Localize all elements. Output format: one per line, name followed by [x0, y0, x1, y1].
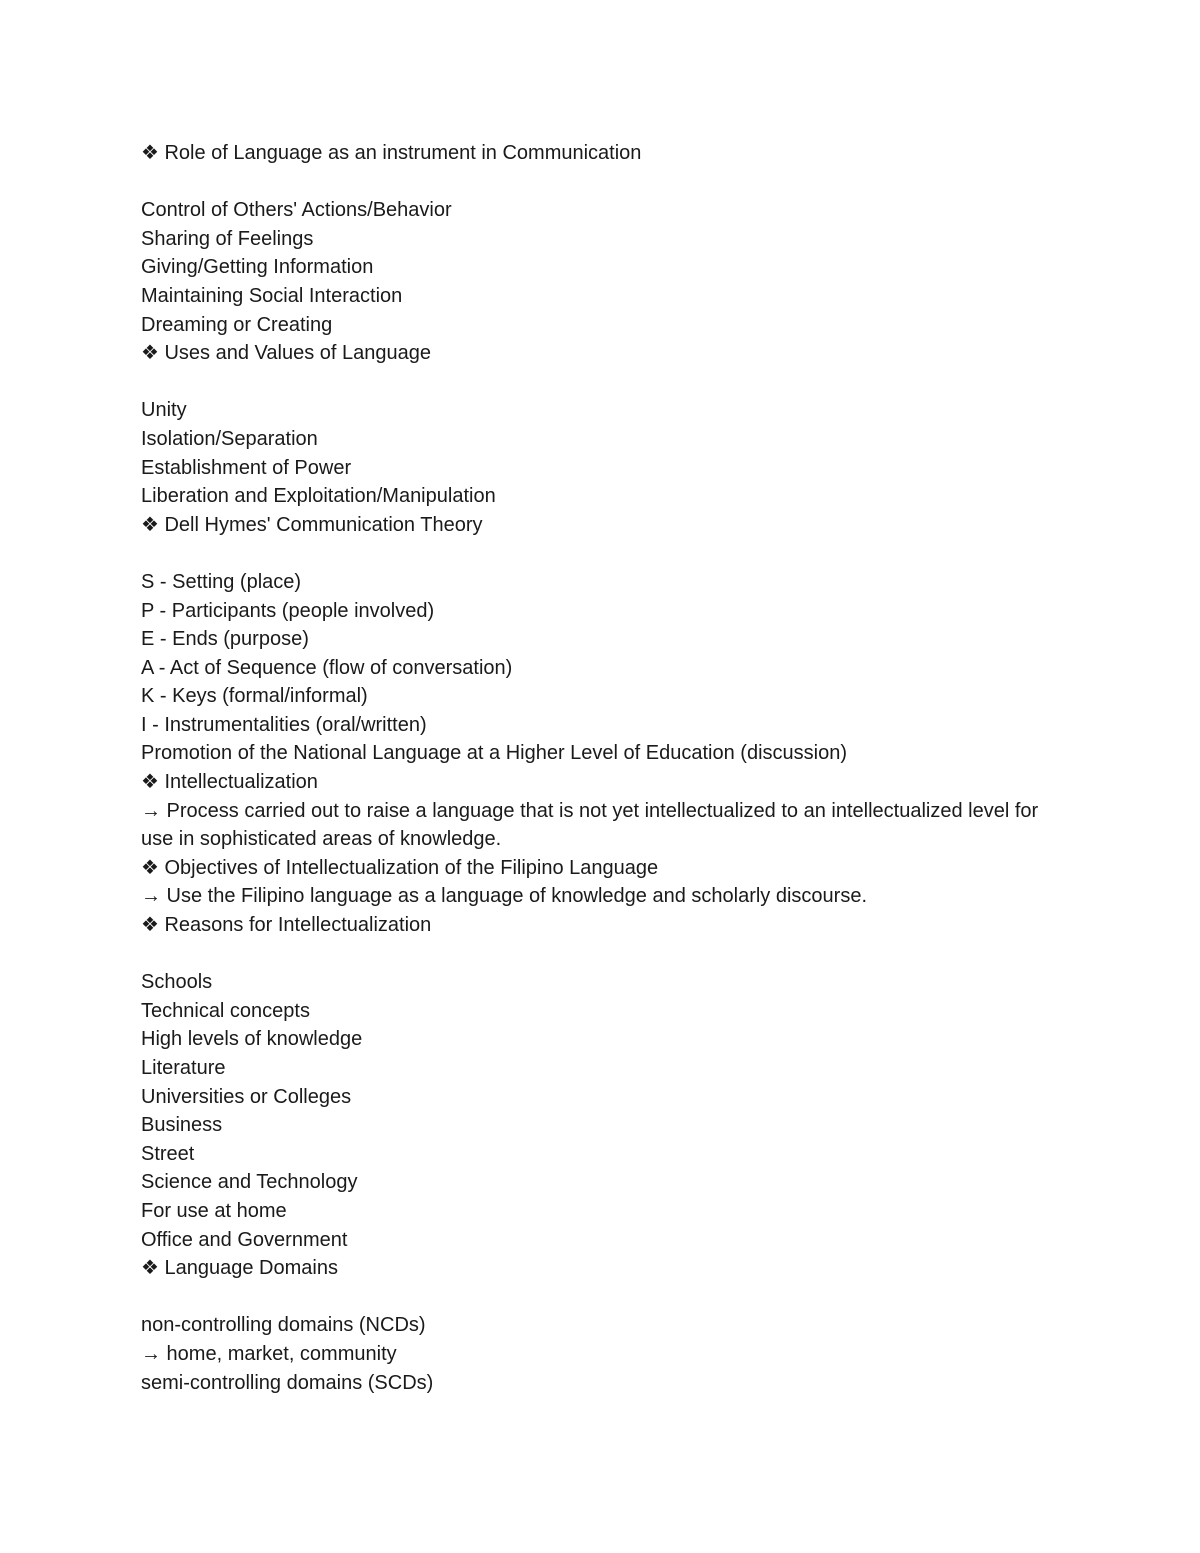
list-item: Liberation and Exploitation/Manipulation: [141, 485, 496, 508]
list-item: Literature: [141, 1057, 226, 1079]
list-item: non-controlling domains (NCDs): [141, 1314, 426, 1337]
list-item: Isolation/Separation: [141, 427, 318, 450]
list-item: Maintaining Social Interaction: [141, 284, 403, 307]
list-item: Science and Technology: [141, 1171, 358, 1194]
list-item: S - Setting (place): [141, 570, 302, 593]
list-item: K - Keys (formal/informal): [141, 685, 368, 708]
list-item: Street: [141, 1142, 195, 1165]
section-heading: ❖ Uses and Values of Language: [141, 342, 431, 365]
list-item: Schools: [141, 971, 213, 994]
list-item: For use at home: [141, 1199, 287, 1222]
list-item: Technical concepts: [141, 999, 310, 1022]
spacer: [141, 940, 1061, 969]
section-heading: ❖ Intellectualization: [141, 771, 318, 794]
list-item: Universities or Colleges: [141, 1085, 352, 1108]
list-item: Office and Government: [141, 1228, 348, 1251]
section-heading: ❖ Dell Hymes' Communication Theory: [141, 513, 483, 536]
list-item: Dreaming or Creating: [141, 313, 333, 336]
section-heading: ❖ Objectives of Intellectualization of the Filipino Language: [141, 856, 659, 879]
list-item: A - Act of Sequence (flow of conversation): [141, 656, 513, 679]
list-item: Control of Others' Actions/Behavior: [141, 199, 452, 222]
section-heading: ❖ Language Domains: [141, 1257, 338, 1280]
list-item: P - Participants (people involved): [141, 599, 435, 622]
list-item: Business: [141, 1114, 223, 1137]
list-item: → home, market, community: [141, 1342, 397, 1365]
spacer: [141, 1283, 1061, 1312]
definition-text: → Process carried out to raise a language that is not yet intellectualized to an intellectualized level for use in sophisticated areas of knowledge.: [141, 799, 1039, 851]
list-item: E - Ends (purpose): [141, 628, 309, 651]
list-item: Promotion of the National Language at a Higher Level of Education (discussion): [141, 742, 847, 765]
list-item: semi-controlling domains (SCDs): [141, 1371, 434, 1394]
list-item: I - Instrumentalities (oral/written): [141, 713, 427, 736]
definition-text: → Use the Filipino language as a language of knowledge and scholarly discourse.: [141, 885, 868, 908]
spacer: [141, 168, 1061, 197]
list-item: Establishment of Power: [141, 456, 352, 479]
spacer: [141, 539, 1061, 568]
spacer: [141, 368, 1061, 397]
list-item: Unity: [141, 399, 187, 422]
list-item: Sharing of Feelings: [141, 227, 314, 250]
document-body: [141, 139, 1061, 1397]
list-item: High levels of knowledge: [141, 1028, 363, 1051]
list-item: Giving/Getting Information: [141, 256, 374, 279]
section-heading: ❖ Reasons for Intellectualization: [141, 914, 432, 937]
section-heading: ❖ Role of Language as an instrument in Communication: [141, 142, 642, 164]
